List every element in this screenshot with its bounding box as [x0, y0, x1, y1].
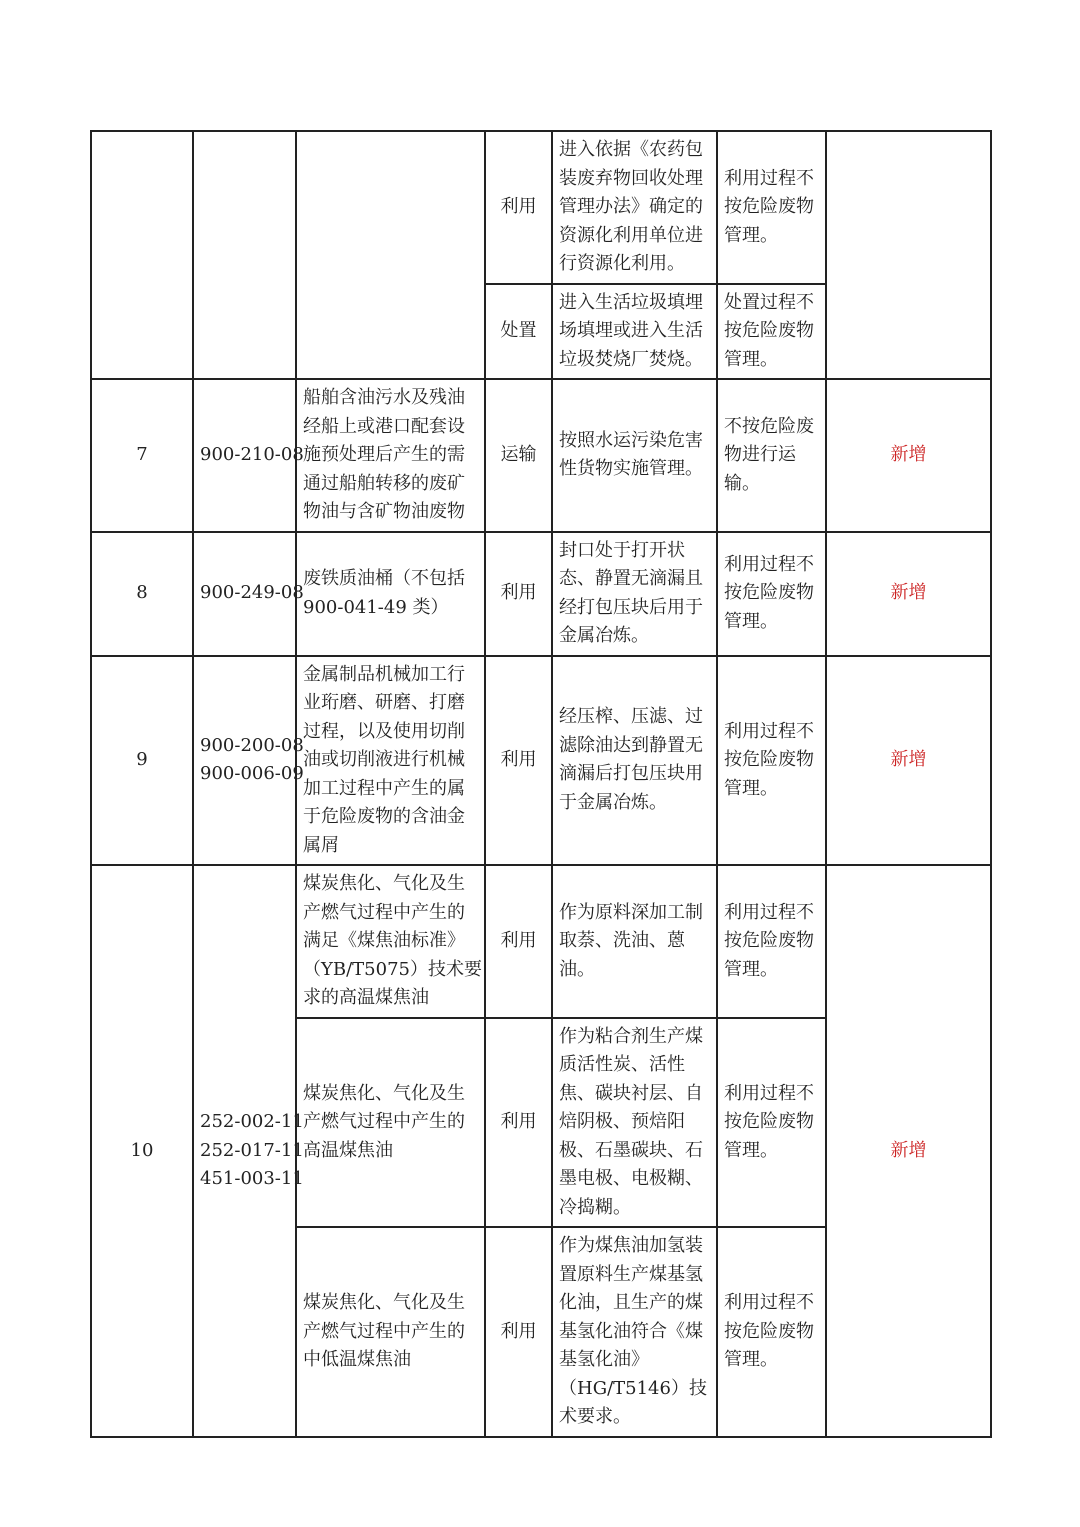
cell-no: 10 [91, 865, 193, 1437]
cell-exemption: 利用过程不 按危险废物 管理。 [717, 1018, 826, 1228]
cell-code: 252-002-11 252-017-11 451-003-11 [193, 865, 296, 1437]
table-row [91, 379, 991, 532]
cell-note-new: 新增 [826, 532, 991, 656]
table-row [91, 656, 991, 866]
cell-waste: 煤炭焦化、气化及生 产燃气过程中产生的 中低温煤焦油 [296, 1227, 485, 1437]
cell-waste: 煤炭焦化、气化及生 产燃气过程中产生的 高温煤焦油 [296, 1018, 485, 1228]
table-row [91, 865, 991, 1018]
cell-disposal: 利用 [485, 865, 552, 1018]
cell-disposal: 利用 [485, 1018, 552, 1228]
cell-requirement: 封口处于打开状 态、静置无滴漏且 经打包压块后用于 金属冶炼。 [552, 532, 717, 656]
cell-exemption: 利用过程不 按危险废物 管理。 [717, 865, 826, 1018]
hazardous-waste-exemption-table [90, 130, 992, 1438]
cell-code: 900-210-08 [193, 379, 296, 532]
cell-requirement: 进入依据《农药包 装废弃物回收处理 管理办法》确定的 资源化利用单位进 行资源化利用。 [552, 131, 717, 284]
cell-exemption: 利用过程不 按危险废物 管理。 [717, 532, 826, 656]
cell-exemption: 不按危险废 物进行运 输。 [717, 379, 826, 532]
cell-disposal: 利用 [485, 656, 552, 866]
cell-requirement: 进入生活垃圾填埋 场填埋或进入生活 垃圾焚烧厂焚烧。 [552, 284, 717, 380]
cell-disposal: 利用 [485, 532, 552, 656]
cell-requirement: 按照水运污染危害 性货物实施管理。 [552, 379, 717, 532]
cell-requirement: 作为原料深加工制 取萘、洗油、蒽 油。 [552, 865, 717, 1018]
cell-note-empty [826, 131, 991, 379]
cell-waste: 金属制品机械加工行 业珩磨、研磨、打磨 过程，以及使用切削 油或切削液进行机械 加工过程中产生的属 于危险废物的含油金 属屑 [296, 656, 485, 866]
cell-exemption: 利用过程不 按危险废物 管理。 [717, 1227, 826, 1437]
cell-no: 7 [91, 379, 193, 532]
cell-note-new: 新增 [826, 656, 991, 866]
cell-waste: 废铁质油桶（不包括 900-041-49 类） [296, 532, 485, 656]
cell-requirement: 作为煤焦油加氢装 置原料生产煤基氢 化油，且生产的煤 基氢化油符合《煤 基氢化油》 （HG/T5146）技 术要求。 [552, 1227, 717, 1437]
cell-no: 8 [91, 532, 193, 656]
cell-exemption: 利用过程不 按危险废物 管理。 [717, 131, 826, 284]
cell-code: 900-249-08 [193, 532, 296, 656]
cell-waste-empty [296, 131, 485, 379]
cell-code: 900-200-08 900-006-09 [193, 656, 296, 866]
table-row [91, 532, 991, 656]
cell-waste: 煤炭焦化、气化及生 产燃气过程中产生的 满足《煤焦油标准》 （YB/T5075）技术要 求的高温煤焦油 [296, 865, 485, 1018]
cell-code-empty [193, 131, 296, 379]
table-row-continued [91, 131, 991, 284]
cell-disposal: 运输 [485, 379, 552, 532]
cell-exemption: 处置过程不 按危险废物 管理。 [717, 284, 826, 380]
cell-exemption: 利用过程不 按危险废物 管理。 [717, 656, 826, 866]
cell-no: 9 [91, 656, 193, 866]
cell-waste: 船舶含油污水及残油 经船上或港口配套设 施预处理后产生的需 通过船舶转移的废矿 物油与含矿物油废物 [296, 379, 485, 532]
cell-disposal: 利用 [485, 1227, 552, 1437]
cell-requirement: 经压榨、压滤、过 滤除油达到静置无 滴漏后打包压块用 于金属冶炼。 [552, 656, 717, 866]
cell-note-new: 新增 [826, 865, 991, 1437]
cell-requirement: 作为粘合剂生产煤 质活性炭、活性 焦、碳块衬层、自 焙阴极、预焙阳 极、石墨碳块、石 墨电极、电极糊、 冷捣糊。 [552, 1018, 717, 1228]
cell-disposal: 处置 [485, 284, 552, 380]
cell-disposal: 利用 [485, 131, 552, 284]
cell-no-empty [91, 131, 193, 379]
cell-note-new: 新增 [826, 379, 991, 532]
